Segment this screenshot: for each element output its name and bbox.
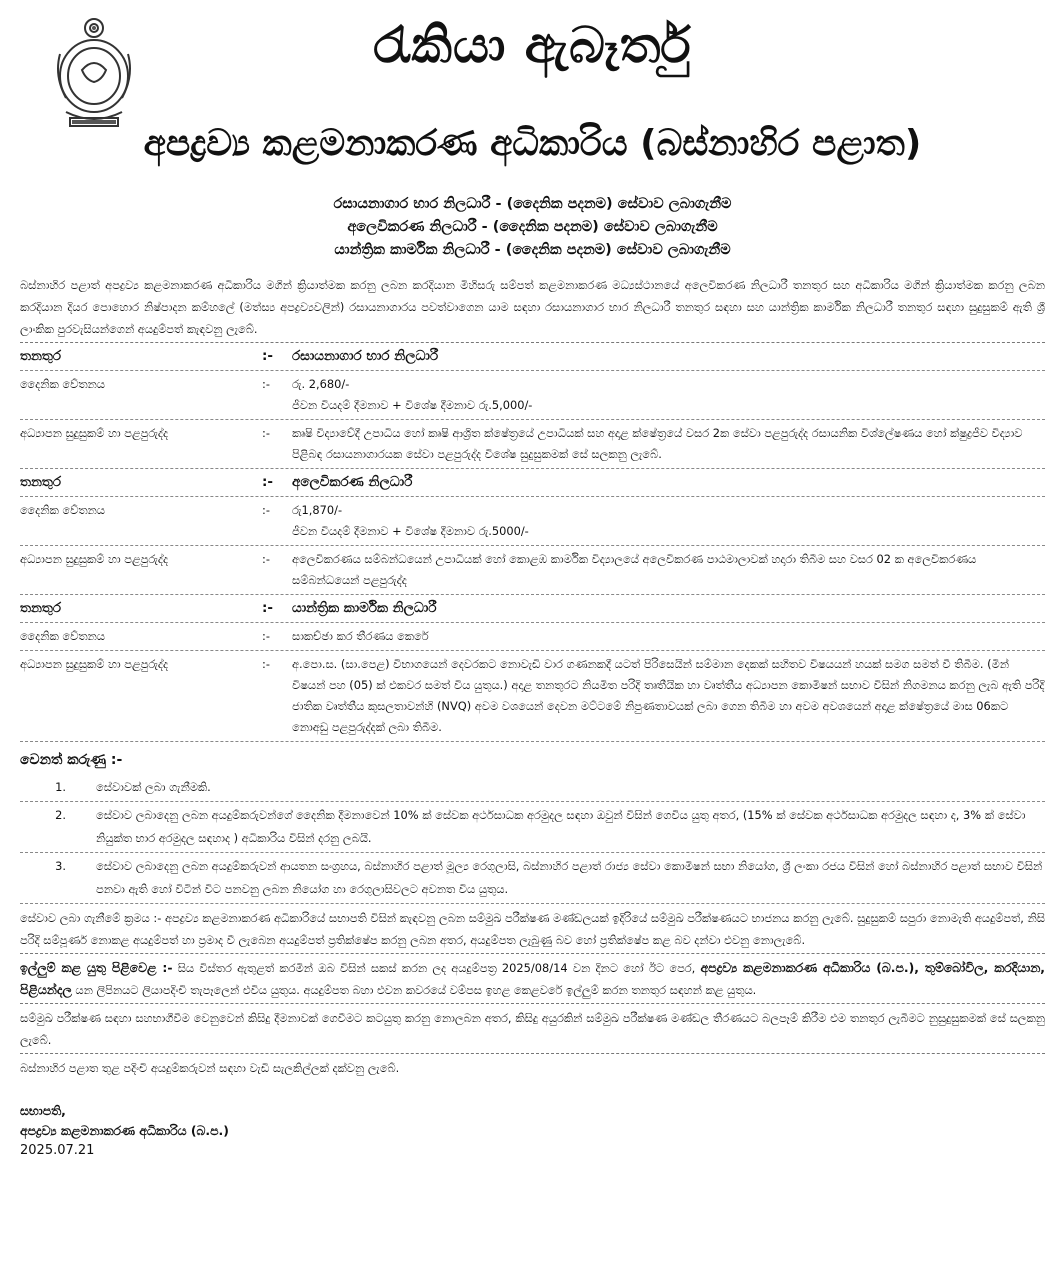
colon: :- [262, 657, 270, 671]
salary-allowance: ජීවන වියදම් දීමනාව + විශේෂ දීමනාව රු.5,000/- [292, 398, 533, 412]
salary-amount: රු. 2,680/- [292, 377, 350, 391]
position-row [20, 343, 1045, 371]
list-item [20, 774, 1045, 802]
colon: :- [262, 600, 274, 616]
colon: :- [262, 377, 270, 391]
post-heading-line: රසායනාගාර භාර නිලධාරී - (දෛනික පදනම) සේවාව ලබාගැනීම [333, 196, 732, 212]
qualifications-label: අධ්‍යාපන සුදුසුකම් හා පළපුරුද්ද [20, 426, 169, 440]
qualifications-text: අලෙවිකරණය සම්බන්ධයෙන් උපාධියක් හෝ කොළඹ කාර්මික විද්‍යාලයේ අලෙවිකරණ පාඨමාලාවක් හදාරා තිබීම සහ වසර 02 ක අලෙවිකරණය සම්බන්ධයෙන් පළපුරුද්ද [292, 552, 977, 587]
application-procedure [20, 957, 1045, 1001]
position-label: තනතුර [20, 348, 62, 364]
other-terms-title: වෙනත් කරුණු :- [20, 752, 123, 768]
list-item-text: සේවාව ලබාදෙනු ලබන අයදුම්කරුවන්ගේ දෛනික දීමනාවෙන් 10% ක් සේවක අර්ථසාධක අරමුදල සඳහා ඔවුන් විසින් ගෙවිය යුතු අතර, (15% ක් සේවක අර්ථසාධක අරමුදල සඳහා ද, 3% ක් සේවා නියුක්ත භාර අරමුදල සඳහාද ) අධිකාරිය විසින් දරනු ලබයි. [96, 808, 1026, 845]
selection-label: සේවාව ලබා ගැනීමේ ක්‍රමය :- [20, 911, 162, 925]
qualifications-text: අ.පො.ස. (සා.පෙළ) විභාගයෙන් දෙවරකට නොවැඩි වාර ගණනකදී යටත් පිරිසෙයින් සම්මාන දෙකක් සහිතව විෂයයන් හයක් සමග සමත් වී තිබීම. (මින් විෂයන් පහ (05) ක් එකවර සමත් විය යුතුය.) අදාළ තනතුරට නියමිත පරිදි තෘතීයික හා වෘත්තීය අධ්‍යාපන කොමිෂන් සභාව විසින් නිගමනය කරනු ලැබ ඇති පරිදි ජාතික වෘත්තීය කුසලතාවන්හි (NVQ) අවම වශයෙන් දෙවන මට්ටමේ නිපුණතාවයක් ලබා ගෙන තිබීම හා අවම අවශයෙන් අදාළ ක්ෂේත්‍රයේ මාස 06කට නොඅඩු පළපුරුද්දක් ලබා තිබීම. [292, 657, 1045, 734]
qualifications-label: අධ්‍යාපන සුදුසුකම් හා පළපුරුද්ද [20, 657, 169, 671]
other-terms-list [20, 774, 1045, 904]
interview-note: සම්මුඛ පරීක්ෂණ සඳහා සහභාගීවීම වෙනුවෙන් කිසිදු දීමනාවක් ගෙවීමට කටයුතු කරනු නොලබන අතර, කිසිදු අයුරකින් සම්මුඛ පරීක්ෂණ මණ්ඩල තීරණයට බලපෑම් කිරීම එම තනතුර ලැබීමට නුසුදුසුකමක් සේ සලකනු ලැබේ. [20, 1011, 1045, 1047]
header [20, 0, 1045, 187]
list-item [20, 853, 1045, 904]
colon: :- [262, 629, 270, 643]
colon: :- [262, 552, 270, 566]
qualifications-label: අධ්‍යාපන සුදුසුකම් හා පළපුරුද්ද [20, 552, 169, 566]
qualifications-row [20, 651, 1045, 742]
salary-allowance: ජීවන වියදම් දීමනාව + විශේෂ දීමනාව රු.5000/- [292, 524, 529, 538]
application-address: අපද්‍රව්‍ය කළමනාකරණ අධිකාරිය (බ.ප.), තුම්බෝවිල, කරදියාන, පිළියන්දල [20, 960, 1046, 997]
list-item-text: සේවාව ලබාදෙනු ලබන අයදුම්කරුවන් ආයතන සංග්‍රහය, බස්නාහිර පළාත් මූල්‍ය රෙගුලාසි, බස්නාහිර පළාත් රාජ්‍ය සේවා කොමිෂන් සභා නියෝග, ශ්‍රී ලංකා රජය විසින් හෝ බස්නාහිර පළාත් සභාව විසින් පනවා ඇති හෝ විටින් විට පනවනු ලබන නියෝග හා රෙගුලාසිවලට අවනත විය යුතුය. [96, 859, 1043, 896]
list-item-text: සේවාවක් ලබා ගැනීමකි. [96, 780, 211, 794]
signature-block [20, 1101, 1045, 1161]
salary-row [20, 623, 1045, 651]
post-heading-line: යාන්ත්‍රික කාර්මික නිලධාරී - (දෛනික පදනම) සේවාව ලබාගැනීම [334, 242, 731, 258]
colon: :- [262, 426, 270, 440]
list-item-number: 2. [55, 808, 66, 822]
list-item [20, 802, 1045, 853]
intro-paragraph: බස්නාහිර පළාත් අපද්‍රව්‍ය කළමනාකරණ අධිකාරිය මගින් ක්‍රියාත්මක කරනු ලබන කරදියාන මිහිසරු සම්පත් කළමනාකරණ මධ්‍යස්ථානයේ අලෙවිකරණ නිලධාරී තනතුර සහ අධිකාරිය මගින් ක්‍රියාත්මක කරනු ලබන කරදියාන දියර පොහොර නිෂ්පාදන කම්හලේ (මත්ස්‍ය අපද්‍රව්‍යවලින්) රසායනාගාරය පවත්වාගෙන යාම සඳහා රසායනාගාර භාර නිලධාරී තනතුර සඳහා සහ යාන්ත්‍රික කාර්මික නිලධාරී තනතුර සඳහා සුදුසුකම් ඇති ශ්‍රී ලාංකික පුරවැසියන්ගෙන් අයදුම්පත් කැඳවනු ලැබේ. [20, 278, 1045, 336]
salary-value [292, 374, 1045, 416]
salary-label: දෛනික වේතනය [20, 377, 105, 391]
application-text-2: යන ලිපිනයට ලියාපදිංචි තැපෑලෙන් එවිය යුතුය. අයදුම්පත බහා එවන කවරයේ වම්පස ඉහළ කෙළවරේ ඉල්ලුම් කරන තනතුර සඳහන් කළ යුතුය. [75, 983, 757, 997]
salary-amount: රු1,870/- [292, 503, 343, 517]
qualifications-row [20, 420, 1045, 469]
position-title: යාන්ත්‍රික කාර්මික නිලධාරී [292, 600, 437, 616]
position-label: තනතුර [20, 474, 62, 490]
colon: :- [262, 474, 274, 490]
divider [20, 1053, 1045, 1054]
position-row [20, 595, 1045, 623]
signature-role: සභාපති, [20, 1103, 66, 1118]
salary-label: දෛනික වේතනය [20, 629, 105, 643]
posts-heading [20, 193, 1045, 262]
salary-value: සාකච්ඡා කර තීරණය කෙරේ [292, 629, 429, 643]
salary-value [292, 500, 1045, 542]
qualifications-text: කෘෂි විද්‍යාවේදී උපාධිය හෝ කෘෂි ආශ්‍රිත ක්ෂේත්‍රයේ උපාධියක් සහ අදාළ ක්ෂේත්‍රයේ වසර 2ක සේවා පළපුරුද්ද රසායනික විශ්ලේෂණය හෝ ක්ෂුද්‍රජීව විද්‍යාව පිළිබඳ රසායනාගාරයක සේවා පළපුරුද්ද විශේෂ සුදුසුකමක් සේ සලකනු ලැබේ. [292, 426, 1023, 461]
signature-org: අපද්‍රව්‍ය කළමනාකරණ අධිකාරිය (බ.ප.) [20, 1123, 229, 1138]
divider [20, 1003, 1045, 1004]
signature-date: 2025.07.21 [20, 1143, 95, 1158]
divider [20, 953, 1045, 954]
priority-note: බස්නාහිර පළාත තුළ පදිංචි අයදුම්කරුවන් සඳහා වැඩි සැලකිල්ලක් දක්වනු ලැබේ. [20, 1061, 400, 1075]
selection-text: අපද්‍රව්‍ය කළමනාකරණ අධිකාරියේ සභාපති විසින් කැඳවනු ලබන සම්මුඛ පරීක්ෂණ මණ්ඩලයක් ඉදිරියේ සම්මුඛ පරීක්ෂණයට භාජනය කරනු ලැබේ. සුදුසුකම් සපුරා නොමැති අයදුම්පත්, නිසි පරිදි සම්පූර්ණ නොකළ අයදුම්පත් හා ප්‍රමාද වී ලැබෙන අයදුම්පත් ප්‍රතික්ෂේප කරනු ලබන අතර, අයදුම්පත ලැබුණු බව හෝ ප්‍රතික්ෂේප කළ බව දන්වා එවනු නොලැබේ. [20, 911, 1045, 947]
organization-title: අපද්‍රව්‍ය කළමනාකරණ අධිකාරිය (බස්නාහිර පළාත) [143, 123, 922, 164]
salary-label: දෛනික වේතනය [20, 503, 105, 517]
list-item-number: 3. [55, 859, 66, 873]
selection-method [20, 907, 1045, 951]
page-title: රැකියා ඇබෑර්තු [373, 16, 692, 74]
salary-row [20, 371, 1045, 420]
colon: :- [262, 503, 270, 517]
list-item-number: 1. [55, 780, 66, 794]
qualifications-row [20, 546, 1045, 595]
position-title: අලෙවිකරණ නිලධාරී [292, 474, 413, 490]
position-label: තනතුර [20, 600, 62, 616]
salary-row [20, 497, 1045, 546]
position-row [20, 469, 1045, 497]
post-heading-line: අලෙවිකරණ නිලධාරී - (දෛනික පදනම) සේවාව ලබාගැනීම [347, 219, 718, 235]
colon: :- [262, 348, 274, 364]
position-title: රසායනාගාර භාර නිලධාරී [292, 348, 439, 364]
application-label: ඉල්ලුම් කළ යුතු පිළිවෙළ :- [20, 960, 173, 975]
application-text: සිය විස්තර ඇතුළත් කරමින් ඔබ විසින් සකස් කරන ලද අයදුම්පත්‍ර 2025/08/14 වන දිනට හෝ ඊට පෙර, [177, 961, 696, 975]
